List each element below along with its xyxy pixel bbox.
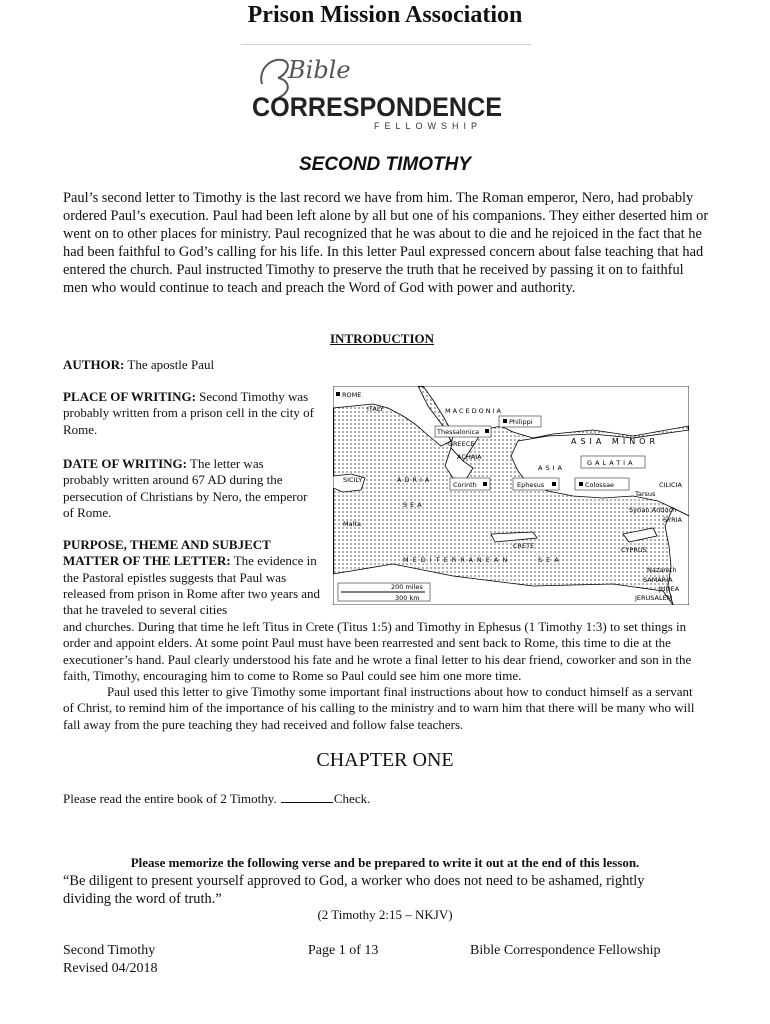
map-label-ephesus: Ephesus: [517, 481, 545, 489]
place-text: Second Timothy was probably written from a prison cell in the city of Rome.: [63, 389, 314, 437]
date-of-writing: [63, 456, 313, 521]
map-label-asia: ASIA: [538, 464, 565, 472]
map-label-corinth: Corinth: [453, 481, 477, 489]
map-label-judea: JUDEA: [659, 585, 680, 593]
place-of-writing: [63, 389, 323, 438]
map-label-adria-sea: SEA: [403, 501, 425, 509]
map-scale-km: 300 km: [395, 594, 420, 602]
author-text: The apostle Paul: [127, 357, 215, 372]
author-line: [63, 357, 214, 373]
footer-doc-name: Second Timothy: [63, 943, 156, 958]
verse-reference: (2 Timothy 2:15 – NKJV): [317, 907, 453, 922]
date-label: DATE OF WRITING:: [63, 456, 187, 471]
place-label: PLACE OF WRITING:: [63, 389, 196, 404]
footer-revised: Revised 04/2018: [63, 961, 158, 976]
read-assignment: [63, 790, 370, 807]
map-label-cilicia: CILICIA: [659, 481, 682, 489]
map-label-sicily: SICILY: [343, 476, 363, 484]
map-label-malta: Malta: [343, 520, 361, 528]
purpose-label: PURPOSE, THEME AND SUBJECT MATTER OF THE LETTER:: [63, 537, 271, 569]
map-label-syrian-antioch: Syrian Antioch: [629, 506, 677, 514]
purpose-continuation: and churches. During that time he left Titus in Crete (Titus 1:5) and Timothy in Ephesus (1 Timothy 1:3) to set things in order and appoint elders. At some point Paul must have been rearrested and sent back to Rome, this time to die at the executioner’s hand. Paul clearly understood his fate and he wrote a final letter to his dear friend, coworker and son in the faith, Timothy, encouraging him to come to Rome so Paul could see him one more time.: [63, 619, 692, 683]
document-title: SECOND TIMOTHY: [298, 154, 472, 175]
map-label-jerusalem: JERUSALEM: [635, 594, 673, 602]
map-label-achaia: ACHAIA: [457, 453, 482, 461]
map-scale-miles: 200 miles: [391, 583, 423, 591]
purpose-section: [63, 537, 325, 618]
map-label-thessalonica: Thessalonica: [437, 428, 480, 436]
read-text: Please read the entire book of 2 Timothy.: [63, 791, 277, 806]
memory-verse: “Be diligent to present yourself approved to God, a worker who does not need to be ashamed, rightly dividing the word of truth.”: [63, 873, 645, 907]
map-label-greece: GREECE: [448, 440, 475, 448]
closing-text: Paul used this letter to give Timothy some important final instructions about how to conduct himself as a servant of Christ, to remind him of the importance of his calling to the ministry and to warn him that there will be many who will fall away from the pure teaching they had received and follow false teachers.: [63, 684, 695, 732]
rome-marker: [336, 392, 340, 396]
map-label-asia-minor: ASIA MINOR: [571, 437, 660, 446]
map-label-cyprus: CYPRUS: [621, 546, 647, 554]
header-divider: [241, 44, 531, 45]
bible-correspondence-logo: [248, 50, 518, 130]
organization-title: Prison Mission Association: [247, 2, 523, 28]
map-label-galatia: GALATIA: [587, 459, 636, 467]
date-text: The letter was probably written around 67 AD during the persecution of Christians by Nero, the emperor of Rome.: [63, 456, 308, 520]
map-label-syria: SYRIA: [663, 516, 682, 524]
map-label-colossae: Colossae: [585, 481, 615, 489]
memorize-instruction: Please memorize the following verse and be prepared to write it out at the end of this lesson.: [130, 855, 640, 870]
chapter-title: CHAPTER ONE: [316, 749, 454, 771]
check-label: Check.: [333, 791, 371, 806]
map-label-philippi: Philippi: [509, 418, 533, 426]
map-label-macedonia: MACEDONIA: [445, 407, 503, 415]
map-label-tarsus: Tarsus: [635, 490, 656, 498]
map-label-mediterranean: MEDITERRANEAN: [403, 556, 512, 564]
closing-paragraph: [63, 684, 703, 733]
logo-main-word: CORRESPONDENCE: [252, 92, 502, 122]
logo-script-word: Bible: [288, 56, 351, 84]
purpose-text: The evidence in the Pastoral epistles suggests that Paul was released from prison in Rome after two years and that he traveled to several cities: [63, 553, 321, 618]
footer-page-number: Page 1 of 13: [308, 943, 379, 958]
map-label-rome: ROME: [342, 391, 362, 399]
map-label-adria: ADRIA: [397, 476, 433, 484]
intro-paragraph: Paul’s second letter to Timothy is the last record we have from him. The Roman emperor, Nero, had probably ordered Paul’s execution. Paul had been left alone by all but one of his companions. They either deserted him or went on to other places for ministry. Paul recognized that he was about to die and he rejoiced in the fact that he had been faithful to God’s calling for his life. In this letter Paul expressed concern about false teaching that had entered the church. Paul instructed Timothy to preserve the truth that he received by passing it on to faithful men who would continue to teach and preach the Word of God with power and authority.: [63, 190, 709, 296]
introduction-heading: INTRODUCTION: [330, 331, 435, 346]
map-label-samaria: SAMARIA: [643, 576, 673, 584]
footer-organization: Bible Correspondence Fellowship: [470, 943, 661, 958]
map-label-mediterranean-sea: SEA: [538, 556, 563, 564]
author-label: AUTHOR:: [63, 357, 125, 372]
logo-sub-word: FELLOWSHIP: [374, 121, 483, 130]
check-blank[interactable]: [281, 790, 333, 803]
map-label-nazareth: Nazareth: [647, 566, 677, 574]
map-label-italy: ITALY: [367, 405, 384, 413]
paul-journeys-map: [333, 386, 689, 605]
map-label-crete: CRETE: [513, 542, 535, 550]
